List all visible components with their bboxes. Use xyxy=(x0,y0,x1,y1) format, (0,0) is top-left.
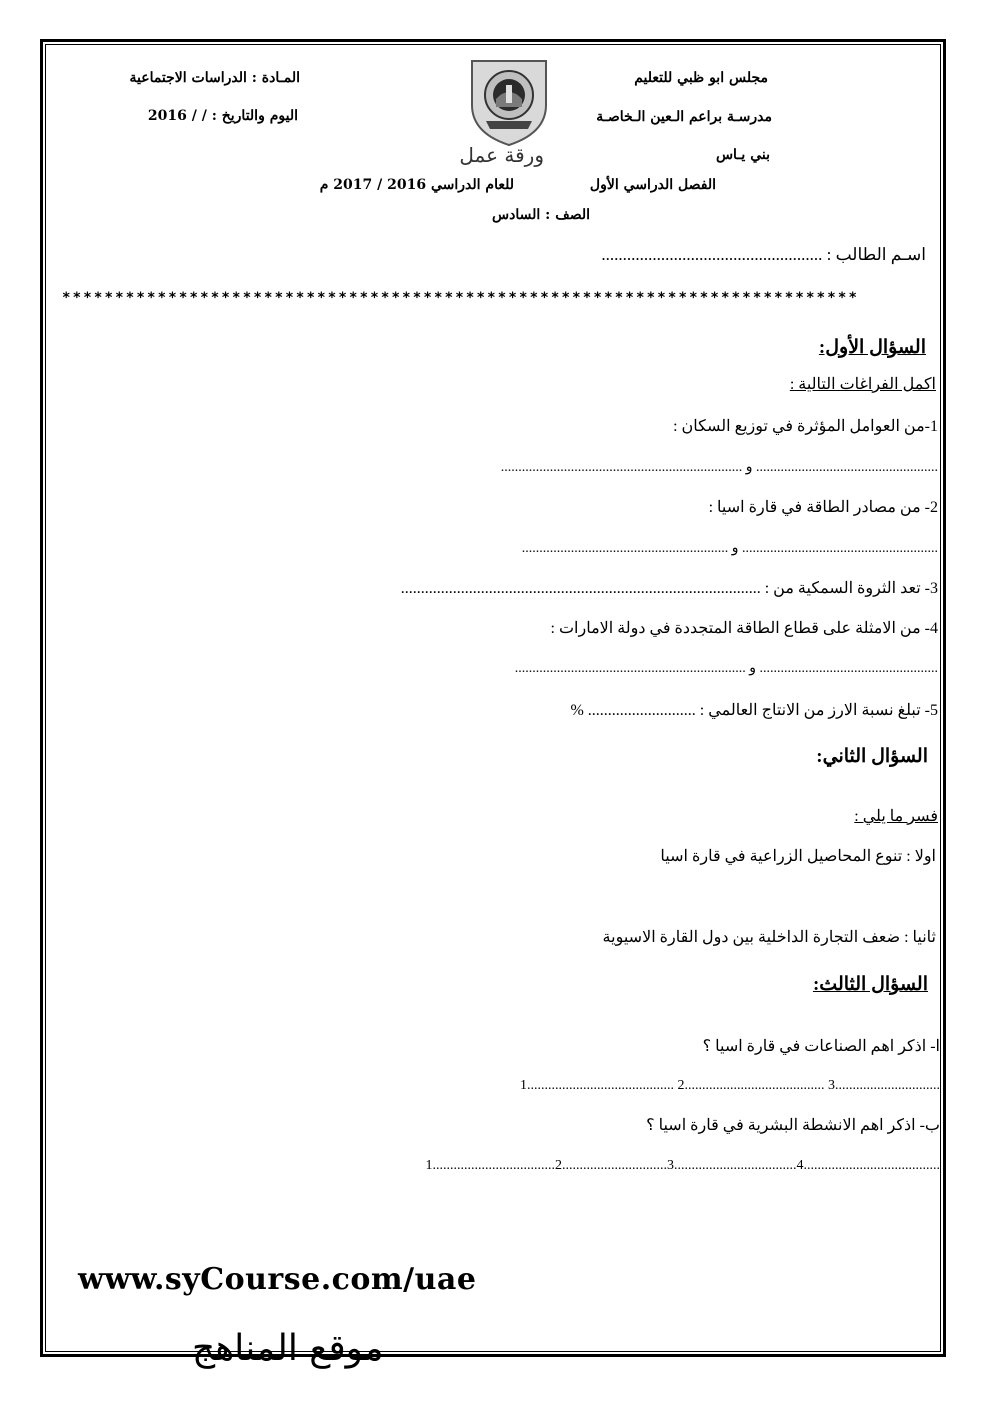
q2-second: ثانيا : ضعف التجارة الداخلية بين دول القارة الاسيوية xyxy=(602,929,936,946)
page-border-inner xyxy=(45,44,941,1352)
site-url[interactable]: www.syCourse.com/uae xyxy=(78,1262,477,1297)
grade-label: الصف : السادس xyxy=(492,207,590,223)
q1-title: السؤال الأول: xyxy=(818,337,926,358)
subject-label: المـادة : الدراسات الاجتماعية xyxy=(129,70,300,86)
q1-item-3[interactable]: 3- تعد الثروة السمكية من : .......................................................................................... xyxy=(400,580,938,597)
date-label: اليوم والتاريخ : / / 2016 xyxy=(147,108,298,124)
watermark-text: موقع المناهج xyxy=(192,1328,384,1369)
q2-title: السؤال الثاني: xyxy=(816,746,928,767)
q2-first: اولا : تنوع المحاصيل الزراعية في قارة اسيا xyxy=(660,848,936,865)
worksheet-title: ورقة عمل xyxy=(459,143,544,167)
q1-answer-1[interactable]: .................................................... و ..................................................................... xyxy=(500,460,938,475)
q3-b-answer[interactable]: 1...................................2..............................3...................................4....................................... xyxy=(425,1158,940,1173)
q1-item-2: 2- من مصادر الطاقة في قارة اسيا : xyxy=(708,499,938,516)
q1-item-4: 4- من الامثلة على قطاع الطاقة المتجددة في دولة الامارات : xyxy=(550,620,938,637)
student-name-field[interactable]: اسـم الطالب : .................................................... xyxy=(601,245,926,264)
semester-label: الفصل الدراسي الأول xyxy=(589,177,716,193)
q1-item-5[interactable]: 5- تبلغ نسبة الارز من الانتاج العالمي : ........................... % xyxy=(570,702,938,719)
q3-a-answer[interactable]: 1.......................................... 2........................................ 3.............................. xyxy=(520,1078,940,1093)
school-name: مدرسـة براعم الـعين الـخاصـة xyxy=(596,109,772,125)
year-label: للعام الدراسي 2016 / 2017 م xyxy=(319,177,514,193)
school-emblem-icon xyxy=(466,55,552,147)
q3-a-question: ا- اذكر اهم الصناعات في قارة اسيا ؟ xyxy=(702,1038,940,1055)
q1-answer-4[interactable]: ................................................... و .................................................................. xyxy=(514,661,938,676)
separator-line: *************************************************************************** xyxy=(62,290,860,306)
q1-instruction: اكمل الفراغات التالية : xyxy=(789,376,936,393)
q3-title: السؤال الثالث: xyxy=(812,974,928,995)
q1-answer-2[interactable]: ........................................................ و ........................................................... xyxy=(521,541,938,556)
council-name: مجلس ابو ظبي للتعليم xyxy=(634,70,768,86)
q1-item-1: 1-من العوامل المؤثرة في توزيع السكان : xyxy=(673,418,938,435)
q2-instruction: فسر ما يلي : xyxy=(854,808,938,825)
city-name: بني يـاس xyxy=(715,147,770,163)
q3-b-question: ب- اذكر اهم الانشطة البشرية في قارة اسيا ؟ xyxy=(646,1117,940,1134)
